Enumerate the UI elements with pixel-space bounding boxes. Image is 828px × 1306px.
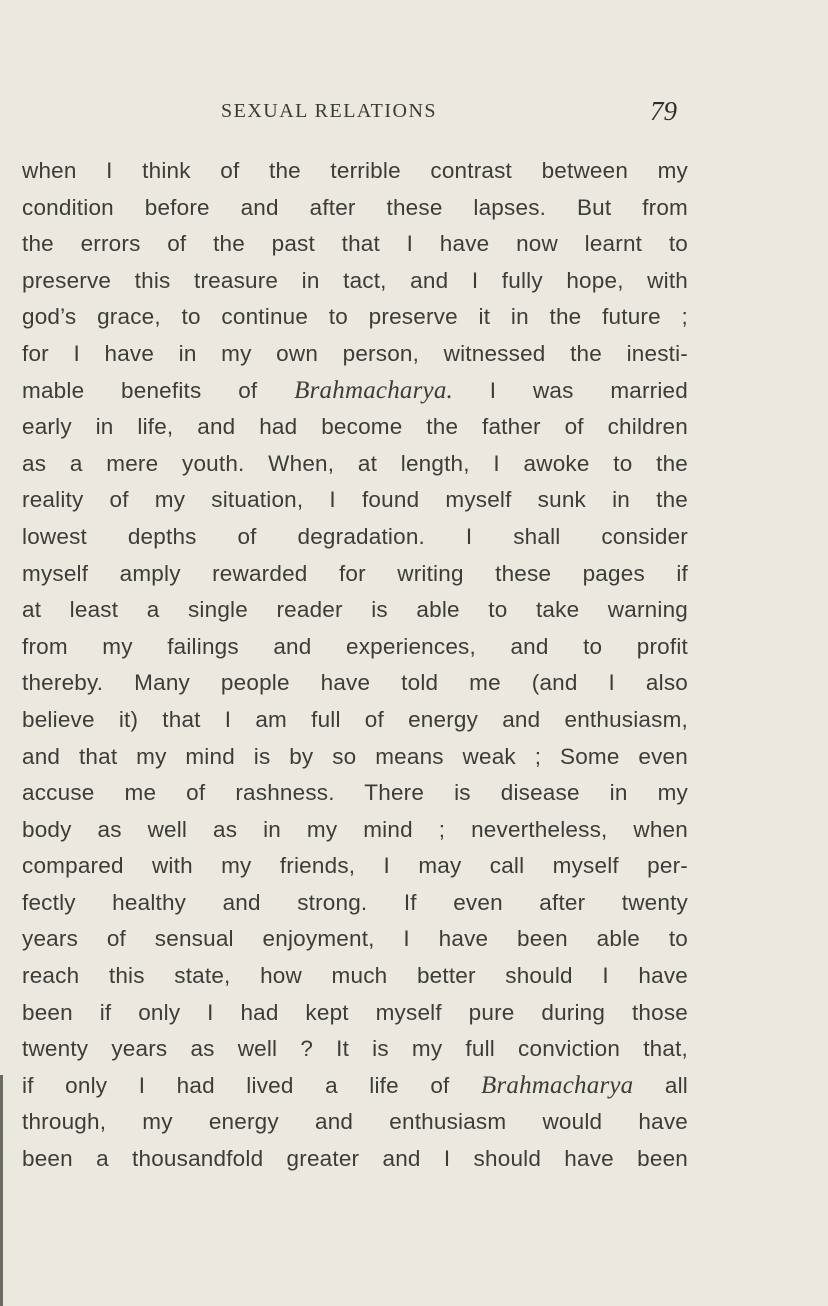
- text-line: preserve this treasure in tact, and I fully hope, with: [22, 267, 688, 293]
- text-line: for I have in my own person, witnessed the inesti-: [22, 340, 688, 366]
- text-line: compared with my friends, I may call myself per-: [22, 853, 688, 879]
- page-edge-shadow: [0, 1075, 3, 1306]
- italic-term: Brahmacharya.: [294, 376, 453, 404]
- text-line: accuse me of rashness. There is disease in my: [22, 780, 688, 806]
- page-number: 79: [650, 96, 677, 126]
- text-line: through, my energy and enthusiasm would have: [22, 1109, 688, 1135]
- text-line: early in life, and had become the father of children: [22, 414, 688, 440]
- text-line: years of sensual enjoyment, I have been able to: [22, 926, 688, 952]
- text-line: god’s grace, to continue to preserve it in the future ;: [22, 304, 688, 330]
- text-line: at least a single reader is able to take warning: [22, 597, 688, 623]
- text-line: been if only I had kept myself pure during those: [22, 999, 688, 1025]
- text-line: condition before and after these lapses. But from: [22, 194, 688, 220]
- text-line: believe it) that I am full of energy and enthusiasm,: [22, 706, 688, 732]
- italic-term: Brahmacharya: [481, 1071, 634, 1099]
- text-line: if only I had lived a life of Brahmacharya all: [22, 1071, 688, 1099]
- text-line: twenty years as well ? It is my full conviction that,: [22, 1036, 688, 1062]
- text-line: myself amply rewarded for writing these pages if: [22, 560, 688, 586]
- text-line: the errors of the past that I have now learnt to: [22, 231, 688, 257]
- text-line: as a mere youth. When, at length, I awoke to the: [22, 450, 688, 476]
- running-title: SEXUAL RELATIONS: [221, 100, 438, 122]
- text-line: body as well as in my mind ; nevertheless, when: [22, 816, 688, 842]
- running-head: [0, 94, 828, 128]
- text-line: reach this state, how much better should I have: [22, 963, 688, 989]
- text-line: mable benefits of Brahmacharya. I was married: [22, 376, 688, 404]
- body-text: [22, 153, 688, 1283]
- text-line: when I think of the terrible contrast between my: [22, 158, 688, 183]
- text-line: fectly healthy and strong. If even after twenty: [22, 889, 688, 915]
- text-line: reality of my situation, I found myself sunk in the: [22, 487, 688, 513]
- text-line: and that my mind is by so means weak ; Some even: [22, 743, 688, 769]
- text-line: thereby. Many people have told me (and I also: [22, 670, 688, 696]
- text-line: lowest depths of degradation. I shall consider: [22, 523, 688, 549]
- text-line: been a thousandfold greater and I should have been: [22, 1146, 688, 1172]
- text-line: from my failings and experiences, and to profit: [22, 633, 688, 659]
